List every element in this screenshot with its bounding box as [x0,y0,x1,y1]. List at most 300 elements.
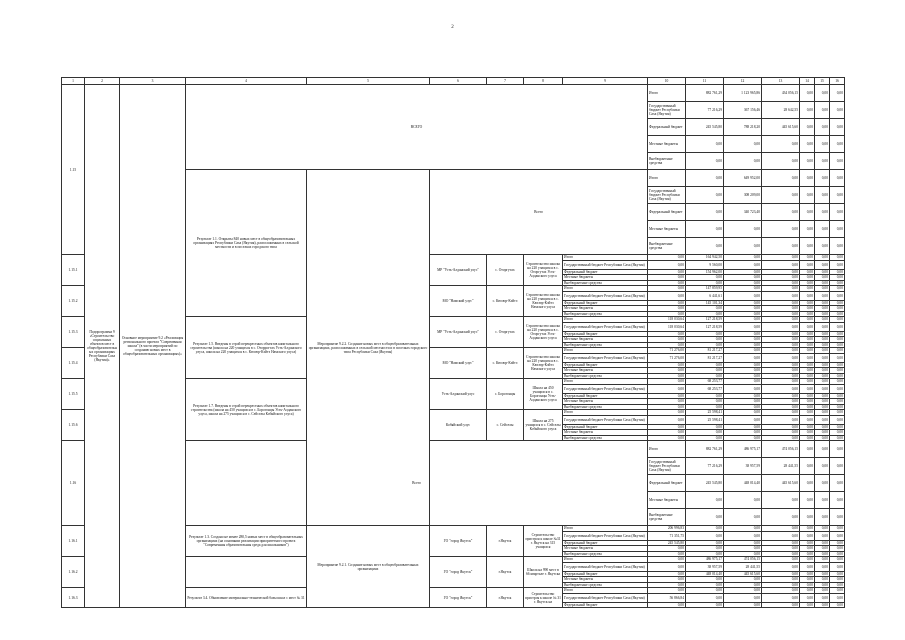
source-label: Местные бюджеты [563,306,648,312]
executor-cell: МО "Намский улус" [430,348,487,379]
value-cell: 0,00 [815,526,830,532]
value-cell: 0,00 [648,300,686,306]
value-cell: 0,00 [724,430,762,436]
source-label: Местные бюджеты [563,430,648,436]
value-cell: 340 723,40 [724,204,762,221]
value-cell: 245 545,80 [686,475,724,492]
source-label: Федеральный бюджет [563,300,648,306]
value-cell: 0,00 [686,430,724,436]
value-cell: 25 598,41 [686,410,724,416]
value-cell: 0,00 [762,286,800,292]
value-cell: 0,00 [800,546,815,552]
value-cell: 0,00 [830,582,845,588]
value-cell: 0,00 [830,291,845,300]
value-cell: 0,00 [648,415,686,424]
source-label: Государственный бюджет Республики Саха (Якутия) [563,415,648,424]
value-cell: 0,00 [800,557,815,563]
value-cell: 0,00 [830,368,845,374]
value-cell: 0,00 [815,582,830,588]
source-label: Внебюджетные средства [563,342,648,348]
value-cell: 0,00 [724,531,762,540]
object-cell: Школа на 450 учащихся в с. Борогонцы Усть-Алданского улуса [524,379,563,410]
value-cell: 0,00 [648,602,686,608]
value-cell: 0,00 [686,551,724,557]
source-label: Внебюджетные средства [563,551,648,557]
value-cell: 0,00 [815,342,830,348]
value-cell: 0,00 [762,337,800,343]
value-cell: 0,00 [800,85,815,102]
value-cell: 0,00 [800,430,815,436]
value-cell: 0,00 [800,373,815,379]
source-label: Внебюджетные средства [563,280,648,286]
object-cell: Строительство школы на 220 учащихся в с. Кюсюр-Кэйтэ Намского улуса [524,348,563,379]
value-cell: 0,00 [830,153,845,170]
place-cell: с. Оторгутах [487,255,524,286]
row-id: 1.15.4 [62,348,85,379]
source-label: Государственный бюджет Республики Саха (Якутия) [563,384,648,393]
value-cell: 0,00 [815,557,830,563]
value-cell: 0,00 [762,221,800,238]
value-cell: 0,00 [762,531,800,540]
place-cell: с. Сейселы [487,410,524,441]
value-cell: 0,00 [648,410,686,416]
value-cell: 28 441,55 [762,458,800,475]
executor-cell: ГО "город Якутск" [430,526,487,557]
value-cell: 0,00 [815,577,830,583]
result-cell: Результат 1.5. Введены в строй перекрестных объектов капитального строительства (школа на 220 учащихся в с. Оторрогтах Усть-Алданского улуса, школа на 220 учащихся в с. Кюсюр-Кэйтэ Намского улуса) [186,317,307,379]
header-cell: 4 [186,78,307,85]
value-cell: 245 545,80 [648,540,686,546]
object-cell: Строительство пристроя к школе №31 г. Якутск на 315 учащихся [524,526,563,557]
value-cell: 474 056,15 [724,557,762,563]
source-label: Федеральный бюджет [563,393,648,399]
value-cell: 0,00 [830,435,845,441]
value-cell: 0,00 [815,588,830,594]
value-cell: 0,00 [762,311,800,317]
value-cell: 0,00 [830,170,845,187]
value-cell: 0,00 [815,368,830,374]
value-cell: 445 615,60 [762,119,800,136]
value-cell: 147 859,95 [686,286,724,292]
value-cell: 0,00 [830,306,845,312]
value-cell: 0,00 [830,531,845,540]
source-label: Федеральный бюджет [563,331,648,337]
value-cell: 0,00 [800,551,815,557]
value-cell: 0,00 [724,317,762,323]
value-cell: 0,00 [830,492,845,509]
table-row [62,85,845,102]
value-cell: 0,00 [686,187,724,204]
header-cell: 9 [563,78,648,85]
value-cell: 0,00 [815,458,830,475]
value-cell: 0,00 [830,255,845,261]
source-label: Итого [563,379,648,385]
value-cell: 0,00 [648,291,686,300]
value-cell: 0,00 [830,221,845,238]
value-cell: 0,00 [648,571,686,577]
value-cell: 0,00 [815,546,830,552]
value-cell: 0,00 [686,153,724,170]
value-cell: 0,00 [648,562,686,571]
source-label: Итого [563,317,648,323]
value-cell: 0,00 [648,286,686,292]
value-cell: 0,00 [830,331,845,337]
value-cell: 0,00 [830,102,845,119]
total-label: ВСЕГО [186,85,648,170]
value-cell: 0,00 [830,300,845,306]
value-cell: 445 615,60 [724,571,762,577]
value-cell: 0,00 [724,577,762,583]
value-cell: 0,00 [815,269,830,275]
value-cell: 0,00 [815,602,830,608]
value-cell: 0,00 [686,280,724,286]
value-cell: 71 276,00 [648,348,686,354]
value-cell: 0,00 [800,337,815,343]
value-cell: 0,00 [686,362,724,368]
source-label: Местные бюджеты [563,399,648,405]
value-cell: 127 218,59 [686,317,724,323]
value-cell: 0,00 [815,424,830,430]
value-cell: 0,00 [800,269,815,275]
value-cell: 0,00 [830,593,845,602]
value-cell: 0,00 [762,238,800,255]
value-cell: 649 952,00 [724,170,762,187]
value-cell: 0,00 [686,424,724,430]
value-cell: 0,00 [724,492,762,509]
value-cell: 0,00 [815,204,830,221]
source-label: Местные бюджеты [648,136,686,153]
value-cell: 0,00 [762,540,800,546]
value-cell: 0,00 [815,300,830,306]
value-cell: 0,00 [686,337,724,343]
value-cell: 0,00 [762,136,800,153]
value-cell: 0,00 [815,119,830,136]
value-cell: 0,00 [800,602,815,608]
executor-cell: Усть-Алданский улус [430,379,487,410]
value-cell: 0,00 [648,577,686,583]
value-cell: 0,00 [762,362,800,368]
value-cell: 0,00 [815,238,830,255]
value-cell: 0,00 [686,399,724,405]
value-cell: 38 957,59 [724,458,762,475]
value-cell: 0,00 [800,404,815,410]
source-label: Федеральный бюджет [563,571,648,577]
value-cell: 0,00 [686,373,724,379]
value-cell: 118 030,64 [648,317,686,323]
value-cell: 0,00 [762,280,800,286]
source-label: Государственный бюджет Республики Саха (Якутия) [563,593,648,602]
value-cell: 0,00 [648,280,686,286]
value-cell: 0,00 [800,368,815,374]
value-cell: 0,00 [762,322,800,331]
value-cell: 0,00 [648,342,686,348]
value-cell: 0,00 [648,435,686,441]
value-cell: 0,00 [686,404,724,410]
source-label: Итого [563,526,648,532]
header-cell: 16 [830,78,845,85]
value-cell: 0,00 [762,602,800,608]
header-cell: 3 [120,78,186,85]
value-cell: 0,00 [762,562,800,571]
source-label: Итого [648,85,686,102]
value-cell: 0,00 [800,353,815,362]
object-cell: Строительство школы на 220 учащихся в с. Кюсюр-Кэйтэ Намского улуса [524,286,563,317]
value-cell: 0,00 [815,404,830,410]
value-cell: 0,00 [830,602,845,608]
value-cell: 0,00 [724,331,762,337]
value-cell: 145 101,34 [686,300,724,306]
value-cell: 25 598,41 [686,415,724,424]
value-cell: 0,00 [830,458,845,475]
source-label: Государственный бюджет Республики Саха (Якутия) [648,187,686,204]
value-cell: 0,00 [830,280,845,286]
value-cell: 0,00 [724,588,762,594]
header-cell: 13 [762,78,800,85]
value-cell: 0,00 [762,255,800,261]
value-cell: 882 761,29 [686,441,724,458]
value-cell: 0,00 [830,562,845,571]
main-event-cell: Основное мероприятие 9.2 «Реализация регионального проекта "Современная школа" (в части мероприятий по созданию новых мест в общеобразовательных организациях)» [120,85,186,608]
value-cell: 0,00 [815,153,830,170]
value-cell: 882 761,29 [686,85,724,102]
value-cell: 0,00 [800,379,815,385]
value-cell: 0,00 [830,322,845,331]
value-cell: 486 975,17 [686,557,724,563]
value-cell: 0,00 [830,430,845,436]
value-cell: 0,00 [724,373,762,379]
row-id: 1.15 [62,85,85,255]
value-cell: 0,00 [800,322,815,331]
value-cell: 0,00 [724,337,762,343]
value-cell: 0,00 [724,435,762,441]
value-cell: 0,00 [762,342,800,348]
object-cell: Строительство пристроя к школе № 31 г. Якутск на [524,588,563,608]
value-cell: 0,00 [724,526,762,532]
row-id: 1.15.2 [62,286,85,317]
value-cell: 0,00 [830,204,845,221]
value-cell: 0,00 [815,187,830,204]
value-cell: 0,00 [800,317,815,323]
source-label: Государственный бюджет Республики Саха (Якутия) [563,531,648,540]
object-cell: Строительство школы на 220 учащихся в с. Оторгутах Усть-Алданского улуса [524,317,563,348]
source-label: Федеральный бюджет [648,475,686,492]
value-cell: 0,00 [830,424,845,430]
object-cell: Строительство школы на 220 учащихся в с. Оторгутах Усть-Алданского улуса [524,255,563,286]
value-cell: 0,00 [800,492,815,509]
value-cell: 0,00 [815,306,830,312]
value-cell: 0,00 [830,317,845,323]
value-cell: 474 056,15 [762,441,800,458]
value-cell: 0,00 [815,102,830,119]
value-cell: 68 253,77 [686,384,724,393]
source-label: Внебюджетные средства [563,373,648,379]
place-cell: с. Борогонцы [487,379,524,410]
value-cell: 0,00 [830,588,845,594]
value-cell: 0,00 [648,260,686,269]
value-cell: 0,00 [800,221,815,238]
value-cell: 0,00 [762,509,800,526]
header-cell: 11 [686,78,724,85]
value-cell: 0,00 [686,311,724,317]
source-label: Федеральный бюджет [648,204,686,221]
value-cell: 0,00 [815,331,830,337]
value-cell: 0,00 [762,424,800,430]
value-cell: 0,00 [815,379,830,385]
result-cell: Результат 1.7. Введены в строй перекрестных объектов капитального строительства (школа на 450 учащихся в с. Борогонцы Усть-Алданского улуса, школа на 275 учащихся в с. Сейселы Кобяйского улуса) [186,379,307,441]
value-cell: 0,00 [686,588,724,594]
value-cell: 245 545,80 [686,119,724,136]
value-cell: 0,00 [724,153,762,170]
value-cell: 0,00 [762,291,800,300]
source-label: Итого [563,557,648,563]
value-cell: 0,00 [648,582,686,588]
total-label: Всего [186,441,648,526]
source-label: Государственный бюджет Республики Саха (Якутия) [563,353,648,362]
row-id: 1.15.5 [62,379,85,410]
value-cell: 0,00 [724,291,762,300]
source-label: Местные бюджеты [648,221,686,238]
value-cell: 0,00 [800,424,815,430]
value-cell: 0,00 [648,368,686,374]
value-cell: 0,00 [648,404,686,410]
value-cell: 0,00 [724,415,762,424]
value-cell: 0,00 [800,136,815,153]
value-cell: 77 216,29 [686,458,724,475]
value-cell: 0,00 [686,593,724,602]
value-cell: 0,00 [762,170,800,187]
header-cell: 10 [648,78,686,85]
source-label: Местные бюджеты [563,546,648,552]
value-cell: 0,00 [800,410,815,416]
value-cell: 0,00 [830,384,845,393]
source-label: Внебюджетные средства [648,238,686,255]
value-cell: 0,00 [724,368,762,374]
header-cell: 8 [524,78,563,85]
value-cell: 0,00 [815,415,830,424]
value-cell: 0,00 [830,362,845,368]
value-cell: 0,00 [648,311,686,317]
value-cell: 0,00 [830,260,845,269]
value-cell: 0,00 [830,509,845,526]
value-cell: 0,00 [830,311,845,317]
value-cell: 0,00 [815,353,830,362]
value-cell: 0,00 [724,540,762,546]
document-sheet [61,77,843,640]
value-cell: 0,00 [762,546,800,552]
value-cell: 0,00 [830,353,845,362]
value-cell: 0,00 [724,384,762,393]
value-cell: 0,00 [724,136,762,153]
value-cell: 0,00 [800,531,815,540]
value-cell: 0,00 [762,204,800,221]
place-cell: г.Якутск [487,526,524,557]
value-cell: 0,00 [724,300,762,306]
value-cell: 0,00 [762,348,800,354]
row-id: 1.15.1 [62,255,85,286]
value-cell: 0,00 [724,509,762,526]
value-cell: 0,00 [830,526,845,532]
value-cell: 0,00 [815,430,830,436]
value-cell: 0,00 [815,286,830,292]
value-cell: 0,00 [800,441,815,458]
value-cell: 0,00 [830,187,845,204]
source-label: Местные бюджеты [563,275,648,281]
value-cell: 0,00 [800,475,815,492]
value-cell: 0,00 [762,300,800,306]
value-cell: 0,00 [762,353,800,362]
value-cell: 0,00 [815,260,830,269]
header-cell: 2 [85,78,120,85]
source-label: Местные бюджеты [563,337,648,343]
value-cell: 0,00 [800,562,815,571]
value-cell: 0,00 [800,458,815,475]
value-cell: 28 441,55 [724,562,762,571]
value-cell: 0,00 [815,136,830,153]
value-cell: 0,00 [686,546,724,552]
value-cell: 0,00 [686,492,724,509]
source-label: Государственный бюджет Республики Саха (Якутия) [563,291,648,300]
value-cell: 0,00 [686,526,724,532]
source-label: Итого [563,255,648,261]
value-cell: 0,00 [762,260,800,269]
value-cell: 0,00 [800,540,815,546]
value-cell: 0,00 [762,269,800,275]
value-cell: 0,00 [830,275,845,281]
value-cell: 0,00 [800,238,815,255]
value-cell: 6 441,61 [686,291,724,300]
row-id: 1.15.3 [62,317,85,348]
financing-table [61,77,845,608]
value-cell: 0,00 [686,221,724,238]
value-cell: 434 056,15 [762,85,800,102]
header-cell: 15 [815,78,830,85]
value-cell: 0,00 [762,331,800,337]
value-cell: 0,00 [762,368,800,374]
value-cell: 0,00 [724,404,762,410]
value-cell: 0,00 [815,475,830,492]
value-cell: 0,00 [686,531,724,540]
value-cell: 0,00 [815,170,830,187]
row-id: 1.16.3 [62,588,85,608]
value-cell: 0,00 [724,221,762,238]
source-label: Итого [563,410,648,416]
value-cell: 0,00 [830,373,845,379]
value-cell: 0,00 [830,571,845,577]
source-label: Внебюджетные средства [648,153,686,170]
value-cell: 0,00 [762,582,800,588]
value-cell: 0,00 [815,492,830,509]
value-cell: 0,00 [815,373,830,379]
value-cell: 0,00 [815,317,830,323]
executor-cell: ГО "город Якутск" [430,557,487,588]
value-cell: 448 014,40 [686,571,724,577]
event-cell: Мероприятие 9.2.1. Создание новых мест в общеобразовательных организациях [307,526,430,608]
value-cell: 154 962,00 [686,269,724,275]
value-cell: 0,00 [724,260,762,269]
value-cell: 0,00 [800,280,815,286]
value-cell: 0,00 [800,362,815,368]
source-label: Федеральный бюджет [563,424,648,430]
place-cell: г.Якутск [487,588,524,608]
value-cell: 0,00 [800,260,815,269]
value-cell: 0,00 [762,551,800,557]
value-cell: 0,00 [762,399,800,405]
value-cell: 0,00 [648,393,686,399]
value-cell: 0,00 [724,410,762,416]
value-cell: 0,00 [762,526,800,532]
value-cell: 0,00 [830,348,845,354]
value-cell: 0,00 [815,85,830,102]
